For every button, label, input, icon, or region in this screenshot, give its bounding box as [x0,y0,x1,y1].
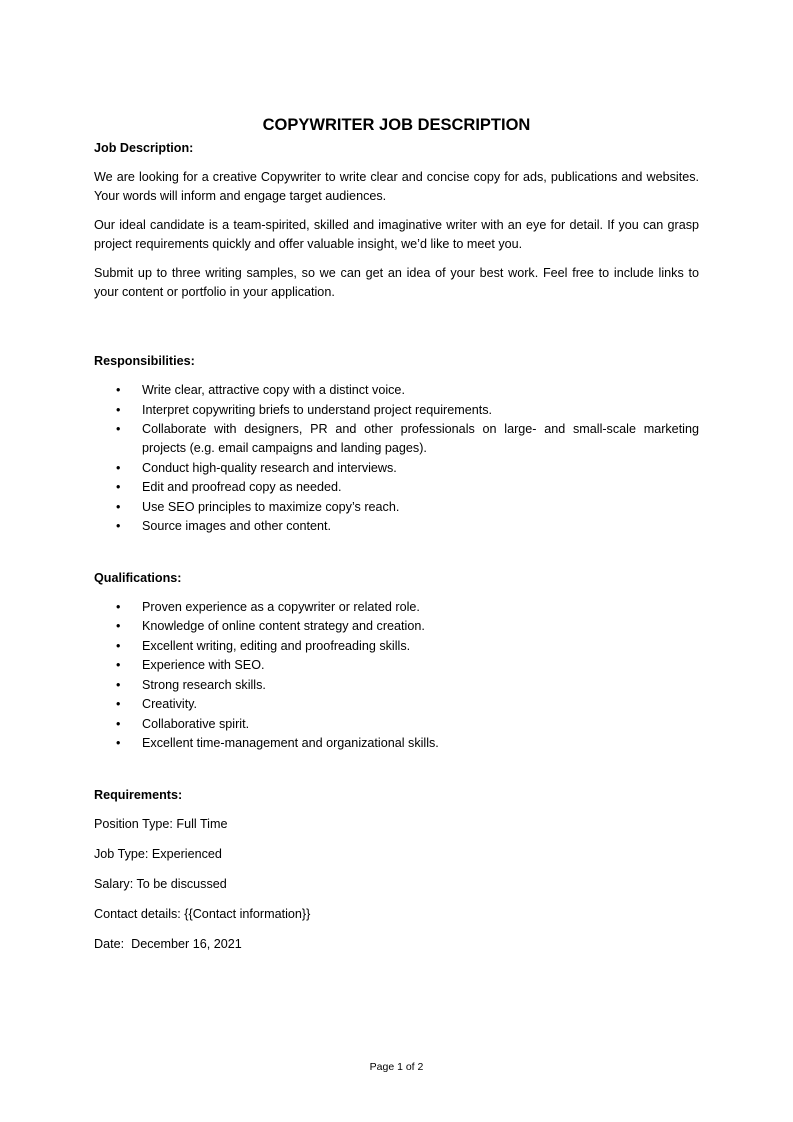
bullet-icon: • [116,658,121,672]
requirement-line: Position Type: Full Time [94,816,228,831]
list-item [94,637,699,656]
bullet-icon: • [116,422,121,436]
bullet-icon: • [116,638,121,653]
job-description-paragraph: Our ideal candidate is a team-spirited, skilled and imaginative writer with an eye for detail. If you can grasp project requirements quickly and offer valuable insight, we’d like to meet you. [94,218,699,251]
list-item [94,459,699,478]
qualifications-heading: Qualifications: [94,570,182,585]
list-item [94,420,699,458]
list-item-text: Creativity. [142,697,198,711]
bullet-icon: • [116,599,121,614]
list-item [94,517,699,536]
list-item-text: Edit and proofread copy as needed. [142,480,342,494]
responsibilities-list [94,381,699,536]
list-item [94,401,699,420]
bullet-icon: • [116,736,121,750]
section-spacer [94,754,699,786]
bullet-icon: • [116,519,121,533]
list-item-text: Source images and other content. [142,519,332,533]
list-item-text: Experience with SEO. [142,658,265,672]
responsibilities-heading: Responsibilities: [94,354,195,368]
bullet-icon: • [116,677,121,692]
requirements-heading: Requirements: [94,787,183,802]
bullet-icon: • [116,697,121,711]
list-item [94,676,699,695]
list-item-text: Use SEO principles to maximize copy’s reach. [142,499,400,514]
list-item [94,381,699,400]
list-item-text: Collaborative spirit. [142,716,250,731]
list-item [94,478,699,497]
requirement-line: Job Type: Experienced [94,846,222,861]
job-description-paragraph: Submit up to three writing samples, so we can get an idea of your best work. Feel free to include links to your content or portfolio in your application. [94,266,699,299]
list-item [94,695,699,714]
bullet-icon: • [116,619,121,633]
bullet-icon: • [116,383,121,397]
list-item-text: Write clear, attractive copy with a distinct voice. [142,383,405,397]
bullet-icon: • [116,716,121,731]
list-item-text: Excellent writing, editing and proofreading skills. [142,638,411,653]
page-number: Page 1 of 2 [369,1061,424,1073]
bullet-icon: • [116,499,121,514]
bullet-icon: • [116,460,121,475]
job-description-heading: Job Description: [94,141,194,155]
list-item [94,498,699,517]
list-item [94,715,699,734]
list-item [94,734,699,753]
list-item [94,656,699,675]
requirement-line: Salary: To be discussed [94,876,227,891]
list-item-text: Collaborate with designers, PR and other professionals on large- and small-scale marketing projects (e.g. email campaigns and landing pages). [142,422,699,455]
section-spacer [94,537,699,569]
requirement-line: Date: December 16, 2021 [94,936,242,951]
bullet-icon: • [116,480,121,494]
list-item-text: Strong research skills. [142,677,266,692]
list-item [94,598,699,617]
document-title: COPYWRITER JOB DESCRIPTION [262,116,531,134]
list-item-text: Conduct high-quality research and interviews. [142,460,397,475]
job-description-paragraph: We are looking for a creative Copywriter to write clear and concise copy for ads, publications and websites. Your words will inform and engage target audiences. [94,170,699,203]
list-item-text: Proven experience as a copywriter or related role. [142,599,420,614]
bullet-icon: • [116,402,121,417]
list-item [94,617,699,636]
list-item-text: Knowledge of online content strategy and creation. [142,619,425,633]
document-body [94,114,699,965]
list-item-text: Excellent time-management and organizational skills. [142,736,439,750]
requirement-line: Contact details: {{Contact information}} [94,906,311,921]
list-item-text: Interpret copywriting briefs to understand project requirements. [142,402,492,417]
qualifications-list [94,598,699,754]
section-spacer [94,312,699,352]
